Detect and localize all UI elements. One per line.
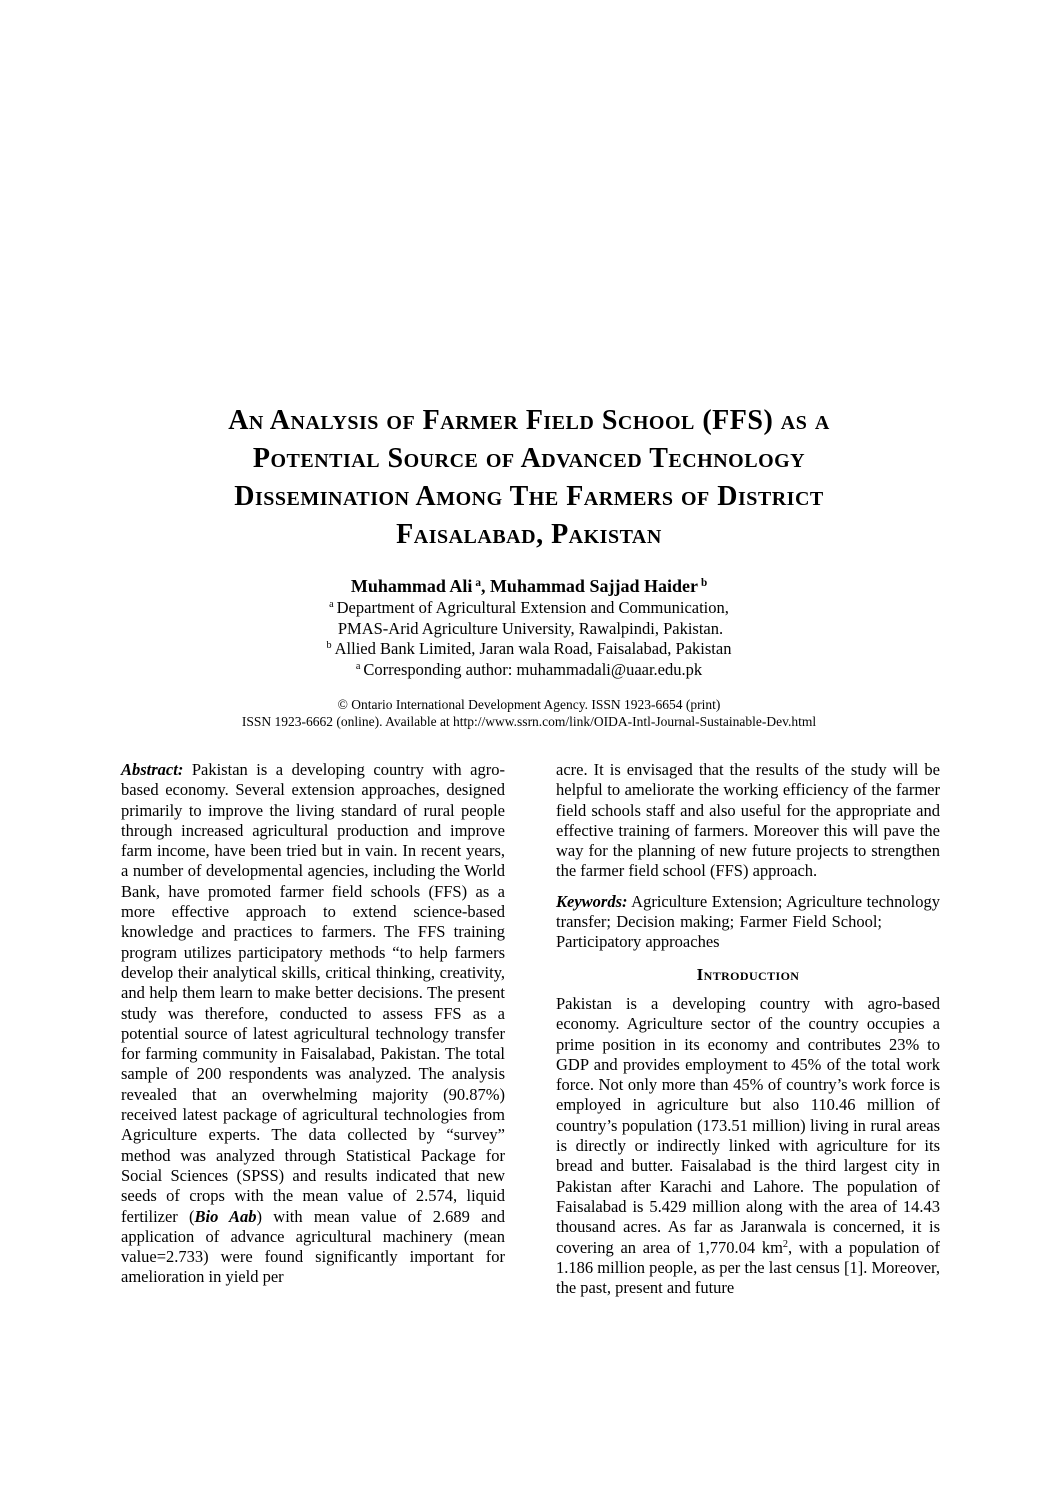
introduction-text-1: Pakistan is a developing country with agro-based economy. Agriculture sector of the country occupies a prime position in its economy and contributes 23% to GDP and provides employment to 45% of the total work force. Not only more than 45% of country’s work force is employed in agriculture but also 110.46 million of country’s population (173.51 million) living in rural areas is directly or indirectly linked with agriculture for its bread and butter. Faisalabad is the third largest city in Pakistan after Karachi and Lahore. The population of Faisalabad is 5.429 million along with the area of 14.43 thousand acres. As far as Jaranwala is concerned, it is covering an area of 1,770.04 km (556, 993, 940, 1257)
abstract-continuation-paragraph: acre. It is envisaged that the results of the study will be helpful to ameliorate the working efficiency of the farmer field schools staff and also useful for the appropriate and effective training of farmers. Moreover this will pave the way for the planning of new future projects to strengthen the farmer field school (FFS) approach. (556, 760, 940, 881)
title-line-3: Dissemination Among The Farmers of District (234, 481, 824, 512)
author-separator: , (480, 576, 490, 596)
affiliation-line (119, 619, 939, 640)
affiliation-text: PMAS-Arid Agriculture University, Rawalpindi, Pakistan. (337, 618, 724, 638)
author-name-2: Muhammad Sajjad Haider (489, 576, 698, 596)
affiliation-line (119, 660, 939, 681)
affiliation-mark: a (355, 660, 361, 672)
abstract-text-1: Pakistan is a developing country with agro-based economy. Several extension approaches, designed primarily to improve the living standard of rural people through increased agricultural production and improve farm income, have been tried but in vain. In recent years, a number of developmental agencies, including the World Bank, have promoted farmer field schools (FFS) as a more effective approach to extend science-based knowledge and practices to farmers. The FFS training program utilizes participatory methods “to help farmers develop their analytical skills, critical thinking, creativity, and help them learn to make better decisions. The present study was therefore, conducted to assess FFS as a potential source of latest agricultural technology transfer for farming community in Faisalabad, Pakistan. The total sample of 200 respondents was analyzed. The analysis revealed that an overwhelming majority (90.87%) received latest package of agricultural technologies from Agriculture experts. The data collected by “survey” method was analyzed through Statistical Package for Social Sciences (SPSS) and results indicated that new seeds of crops with the mean value of 2.574, liquid fertilizer ( (121, 760, 505, 1226)
affiliation-line (119, 639, 939, 660)
introduction-paragraph (556, 994, 940, 1298)
introduction-text-2: , with a population of 1.186 million people, as per the last census [1]. Moreover, the past, present and future (556, 1237, 940, 1298)
copyright-issn-line: © Ontario International Development Agency. ISSN 1923-6654 (print) (337, 697, 721, 712)
author-affiliation-mark-a: a (475, 576, 481, 589)
issn-online-url-line: ISSN 1923-6662 (online). Available at http://www.ssrn.com/link/OIDA-Intl-Journal-Sustainable-Dev.html (241, 714, 817, 729)
keywords-paragraph (556, 892, 940, 953)
right-column (556, 760, 940, 1298)
keywords-text: Agriculture Extension; Agriculture technology transfer; Decision making; Farmer Field School; (556, 891, 940, 932)
affiliations-block (119, 598, 939, 680)
keywords-text-2: Participatory approaches (556, 932, 720, 952)
author-affiliation-mark-b: b (700, 576, 708, 589)
paper-title (119, 402, 939, 554)
affiliation-text: Corresponding author: muhammadali@uaar.edu.pk (363, 659, 703, 679)
author-name-1: Muhammad Ali (350, 576, 473, 596)
affiliation-line (119, 598, 939, 619)
abstract-emphasis-bio-aab: Bio Aab (194, 1206, 257, 1226)
publisher-block (119, 696, 939, 730)
squared-superscript: 2 (782, 1238, 789, 1250)
introduction-heading: Introduction (696, 964, 800, 984)
abstract-text-2: ) with mean value of 2.689 and application of advance agricultural machinery (mean value=2.733) were found significantly important for amelioration in yield per (121, 1206, 506, 1287)
affiliation-text: Allied Bank Limited, Jaran wala Road, Faisalabad, Pakistan (334, 639, 732, 658)
affiliation-mark: b (326, 640, 332, 652)
abstract-label: Abstract: (121, 760, 184, 779)
left-column (121, 760, 505, 1288)
author-list (119, 576, 939, 596)
abstract-paragraph (121, 760, 505, 1288)
keywords-label: Keywords: (556, 891, 628, 911)
title-line-2: Potential Source of Advanced Technology (252, 443, 806, 474)
title-line-4: Faisalabad, Pakistan (396, 519, 662, 550)
affiliation-text: Department of Agricultural Extension and Communication, (336, 598, 729, 617)
title-line-1: An Analysis of Farmer Field School (FFS) as a (228, 405, 830, 436)
affiliation-mark: a (329, 599, 334, 611)
